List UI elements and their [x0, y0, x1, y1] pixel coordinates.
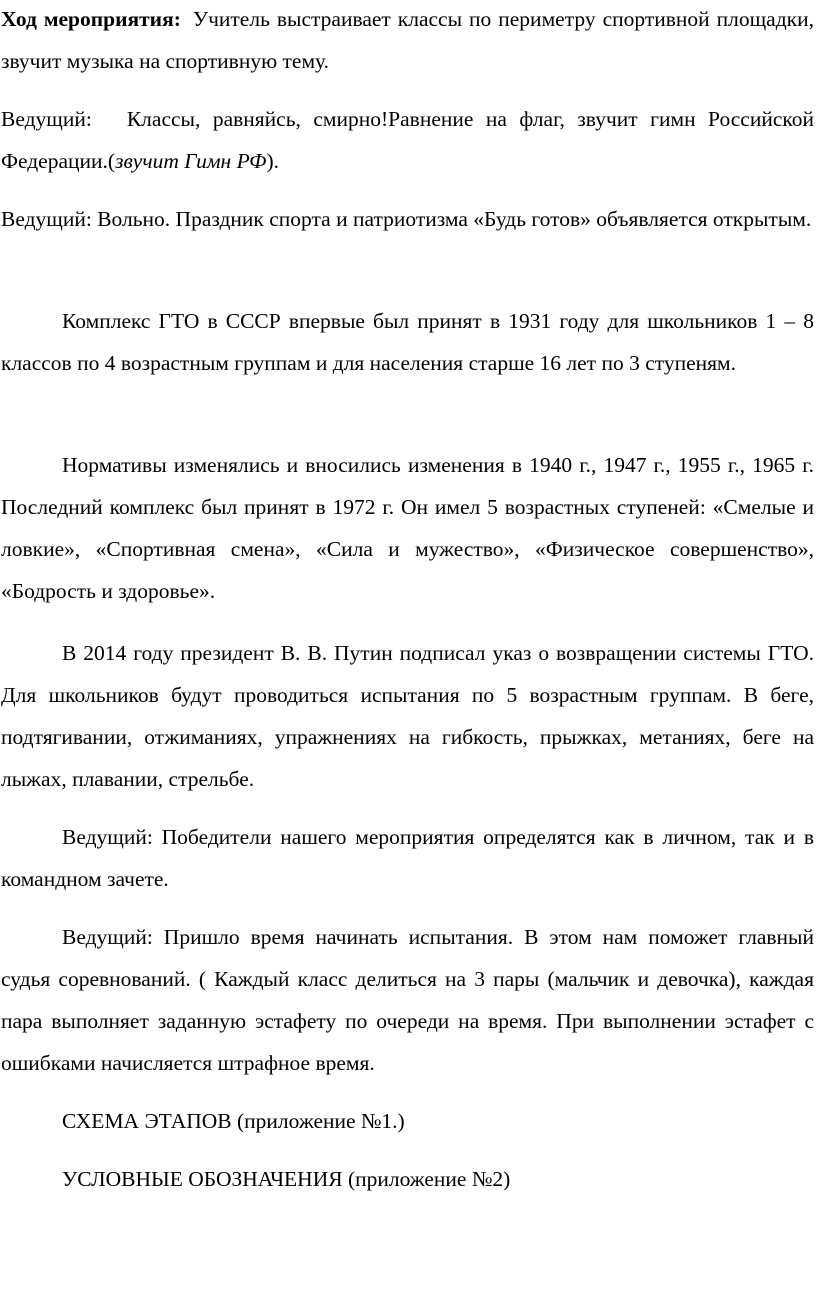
- event-course-text: Учитель выстраивает классы по периметру спортивной площадки, звучит музыка на спортивную тему.: [1, 7, 814, 73]
- speaker-label: Ведущий:: [1, 107, 92, 131]
- paragraph-opening: Ведущий: Вольно. Праздник спорта и патриотизма «Будь готов» объявляется открытым.: [1, 207, 812, 231]
- paragraph-standards: Нормативы изменялись и вносились изменения в 1940 г., 1947 г., 1955 г., 1965 г. Последний комплекс был принят в 1972 г. Он имел 5 возрастных ступеней: «Смелые и ловкие», «Спортивная смена», «Сила и мужество», «Физическое совершенство», «Бодрость и здоровье».: [1, 453, 814, 603]
- paragraph-tests: Ведущий: Пришло время начинать испытания. В этом нам поможет главный судья соревнований. ( Каждый класс делиться на 3 пары (мальчик и девочка), каждая пара выполняет заданную эстафету по очереди на время. При выполнении эстафет с ошибками начисляется штрафное время.: [1, 925, 814, 1075]
- event-course-label: Ход мероприятия:: [1, 7, 181, 31]
- paragraph-legend: УСЛОВНЫЕ ОБОЗНАЧЕНИЯ (приложение №2): [62, 1167, 511, 1191]
- paragraph-gto-history: Комплекс ГТО в СССР впервые был принят в 1931 году для школьников 1 – 8 классов по 4 возрастным группам и для населения старше 16 лет по 3 ступеням.: [1, 309, 814, 375]
- anthem-close: ).: [266, 149, 279, 173]
- anthem-text: Классы, равняйсь, смирно!Равнение на флаг, звучит гимн Российской Федерации.(: [1, 107, 814, 173]
- paragraph-anthem: [1, 98, 814, 182]
- paragraph-2014-decree: В 2014 году президент В. В. Путин подписал указ о возвращении системы ГТО. Для школьников будут проводиться испытания по 5 возрастным группам. В беге, подтягивании, отжиманиях, упражнениях на гибкость, прыжках, метаниях, беге на лыжах, плавании, стрельбе.: [1, 641, 814, 791]
- paragraph-event-course: [1, 0, 814, 82]
- paragraph-stages-scheme: СХЕМА ЭТАПОВ (приложение №1.): [62, 1109, 405, 1133]
- anthem-stage-direction: звучит Гимн РФ: [115, 149, 267, 173]
- paragraph-winners: Ведущий: Победители нашего мероприятия определятся как в личном, так и в командном зачете.: [1, 825, 814, 891]
